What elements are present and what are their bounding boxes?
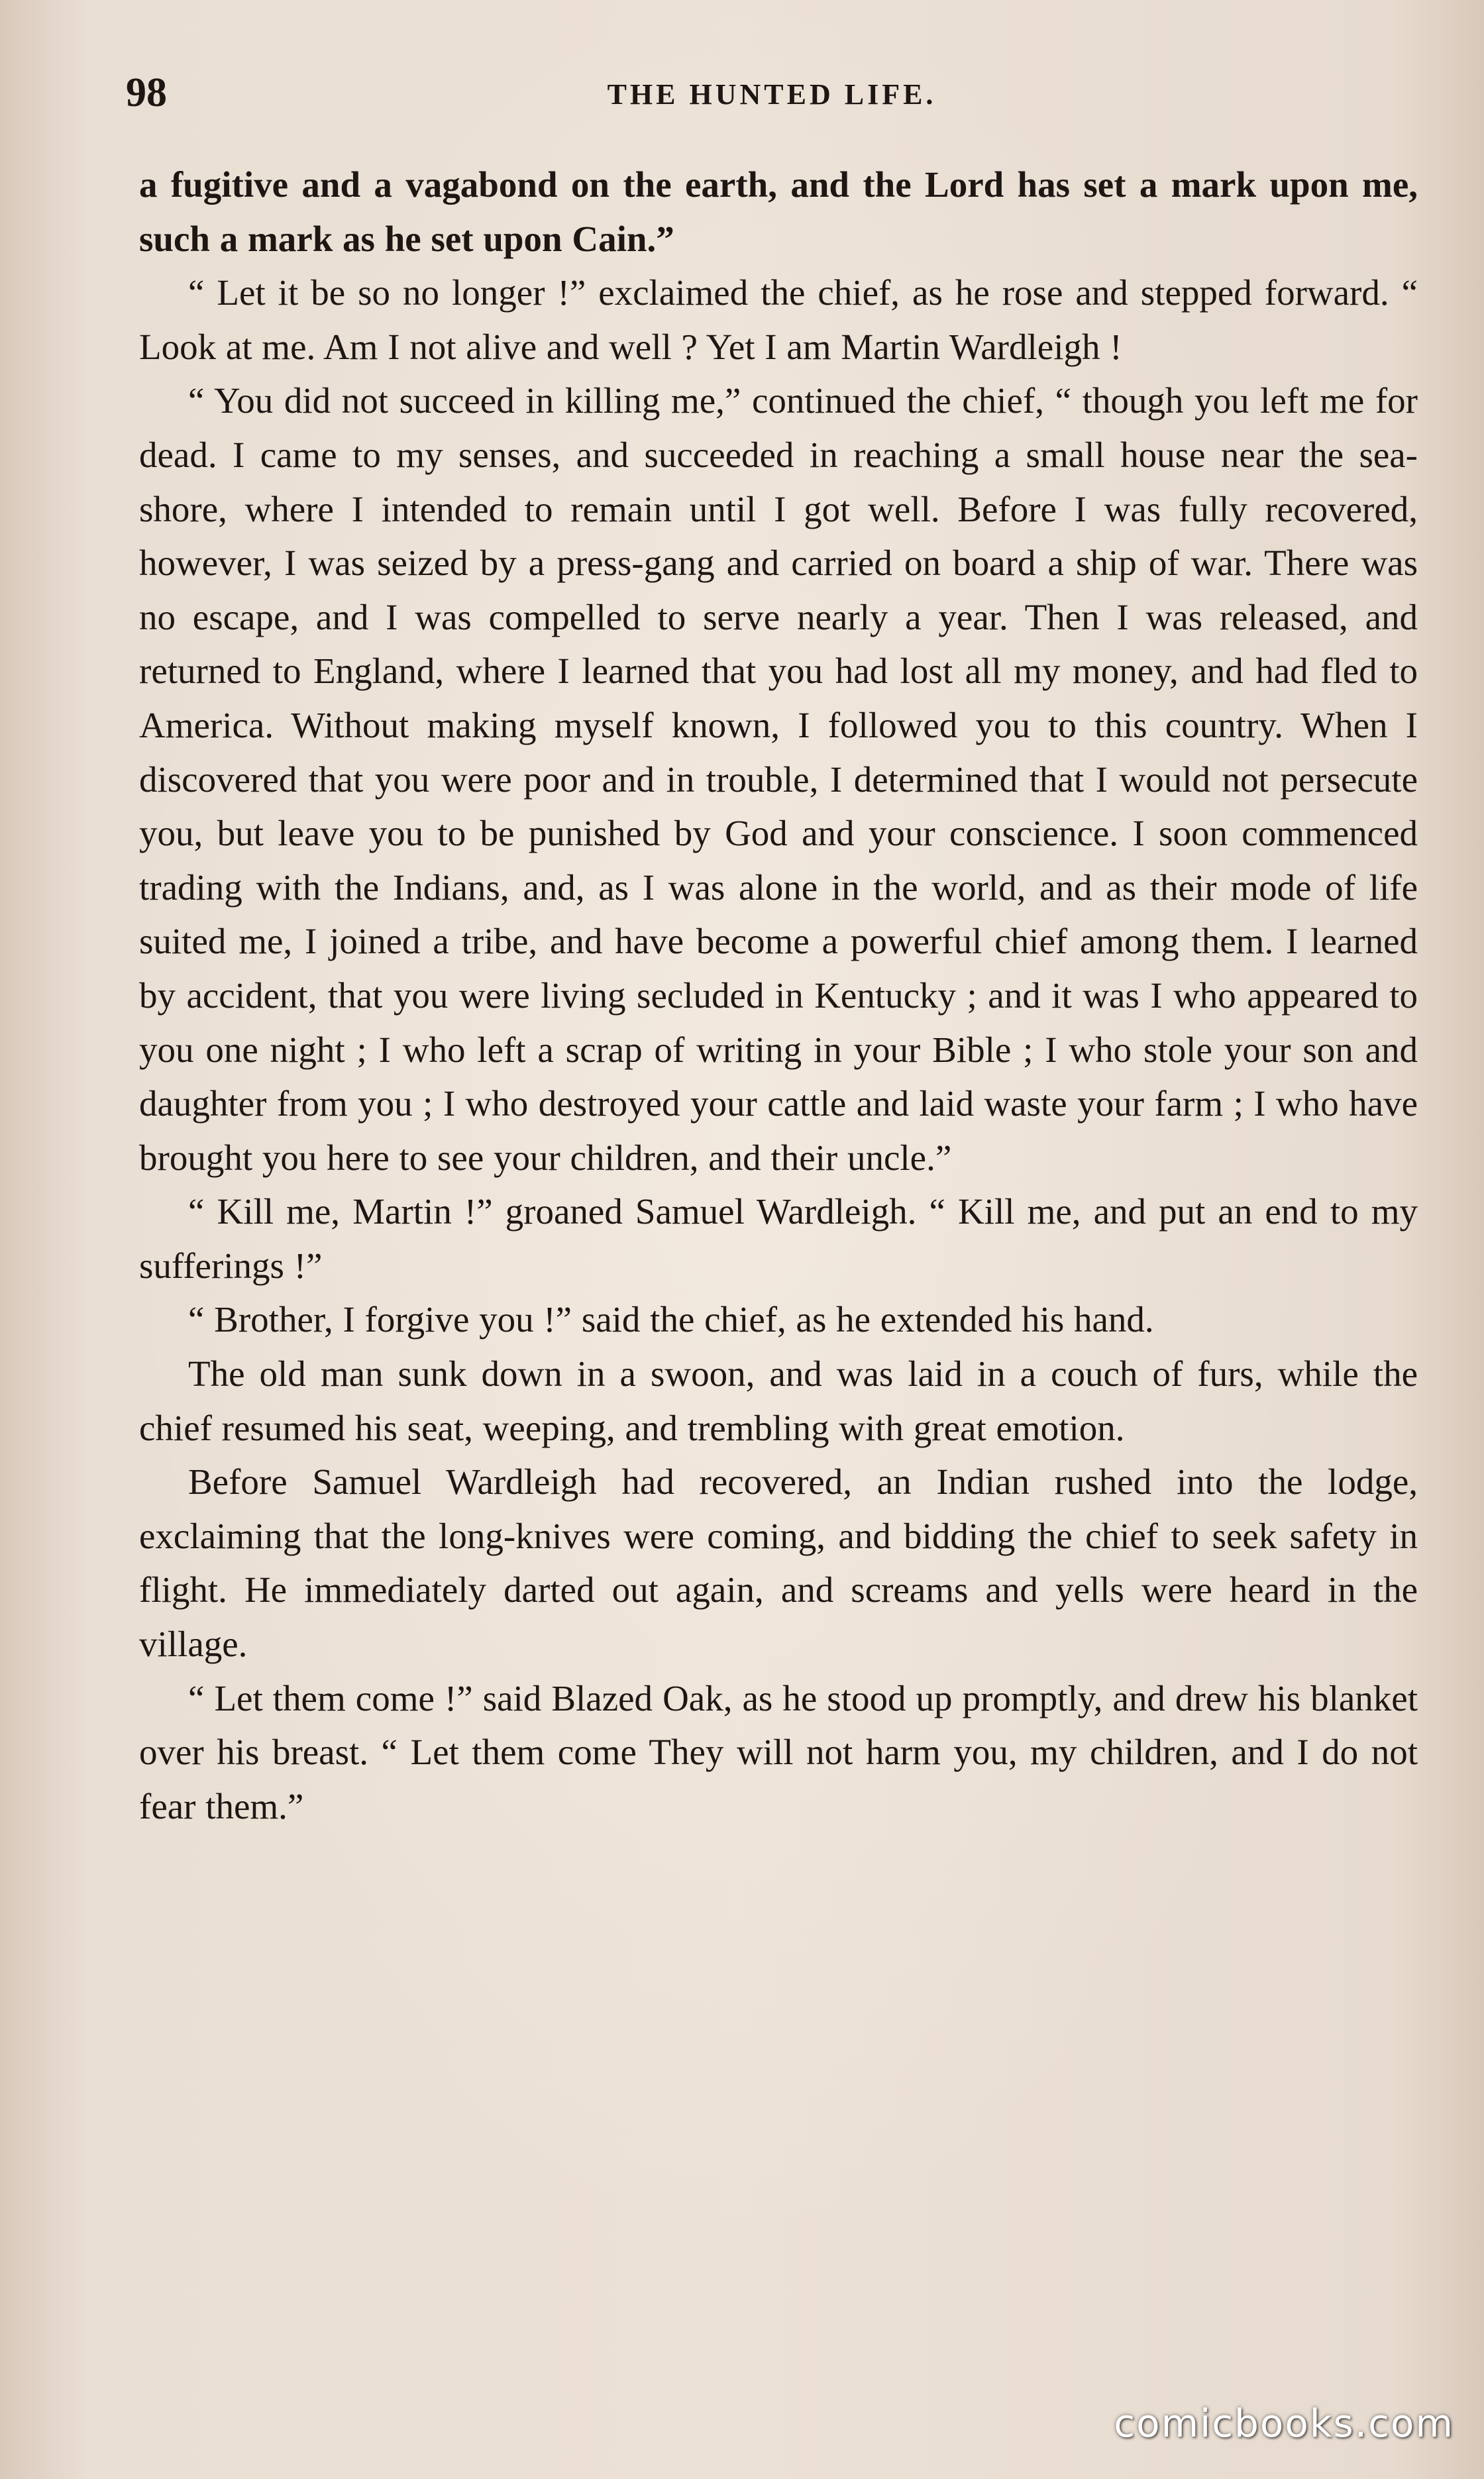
watermark: comicbooks.com <box>1114 2401 1454 2446</box>
page-number: 98 <box>126 70 167 115</box>
body-text <box>139 158 1418 1833</box>
paragraph: The old man sunk down in a swoon, and was laid in a couch of furs, while the chief resumed his seat, weeping, and trembling with great emotion. <box>139 1353 1418 1448</box>
paragraph: a fugitive and a vagabond on the earth, and the Lord has set a mark upon me, such a mark as he set upon Cain.” <box>139 164 1418 259</box>
paragraph: “ You did not succeed in killing me,” continued the chief, “ though you left me for dead. I came to my senses, and succeeded in reaching a small house near the sea-shore, where I intended to remain until I got well. Before I was fully recovered, however, I was seized by a press-gang and carried on board a ship of war. There was no escape, and I was compelled to serve nearly a year. Then I was released, and returned to England, where I learned that you had lost all my money, and had fled to America. Without making myself known, I followed you to this country. When I discovered that you were poor and in trouble, I determined that I would not persecute you, but leave you to be punished by God and your conscience. I soon commenced trading with the Indians, and, as I was alone in the world, and as their mode of life suited me, I joined a tribe, and have become a powerful chief among them. I learned by accident, that you were living secluded in Kentucky ; and it was I who appeared to you one night ; I who left a scrap of writing in your Bible ; I who stole your son and daughter from you ; I who destroyed your cattle and laid waste your farm ; I who have brought you here to see your children, and their uncle.” <box>139 380 1418 1178</box>
paragraph: “ Brother, I forgive you !” said the chief, as he extended his hand. <box>188 1299 1154 1340</box>
paragraph: “ Kill me, Martin !” groaned Samuel Wardleigh. “ Kill me, and put an end to my sufferings !” <box>139 1191 1418 1286</box>
paragraph: Before Samuel Wardleigh had recovered, an Indian rushed into the lodge, exclaiming that the long-knives were coming, and bidding the chief to seek safety in flight. He immediately darted out again, and screams and yells were heard in the village. <box>139 1461 1418 1665</box>
book-title: THE HUNTED LIFE. <box>607 78 937 111</box>
running-head <box>126 66 1418 119</box>
paragraph: “ Let it be so no longer !” exclaimed the chief, as he rose and stepped forward. “ Look at me. Am I not alive and well ? Yet I am Martin Wardleigh ! <box>139 272 1418 367</box>
paragraph: “ Let them come !” said Blazed Oak, as he stood up promptly, and drew his blanket over his breast. “ Let them come They will not harm you, my children, and I do not fear them.” <box>139 1677 1418 1826</box>
